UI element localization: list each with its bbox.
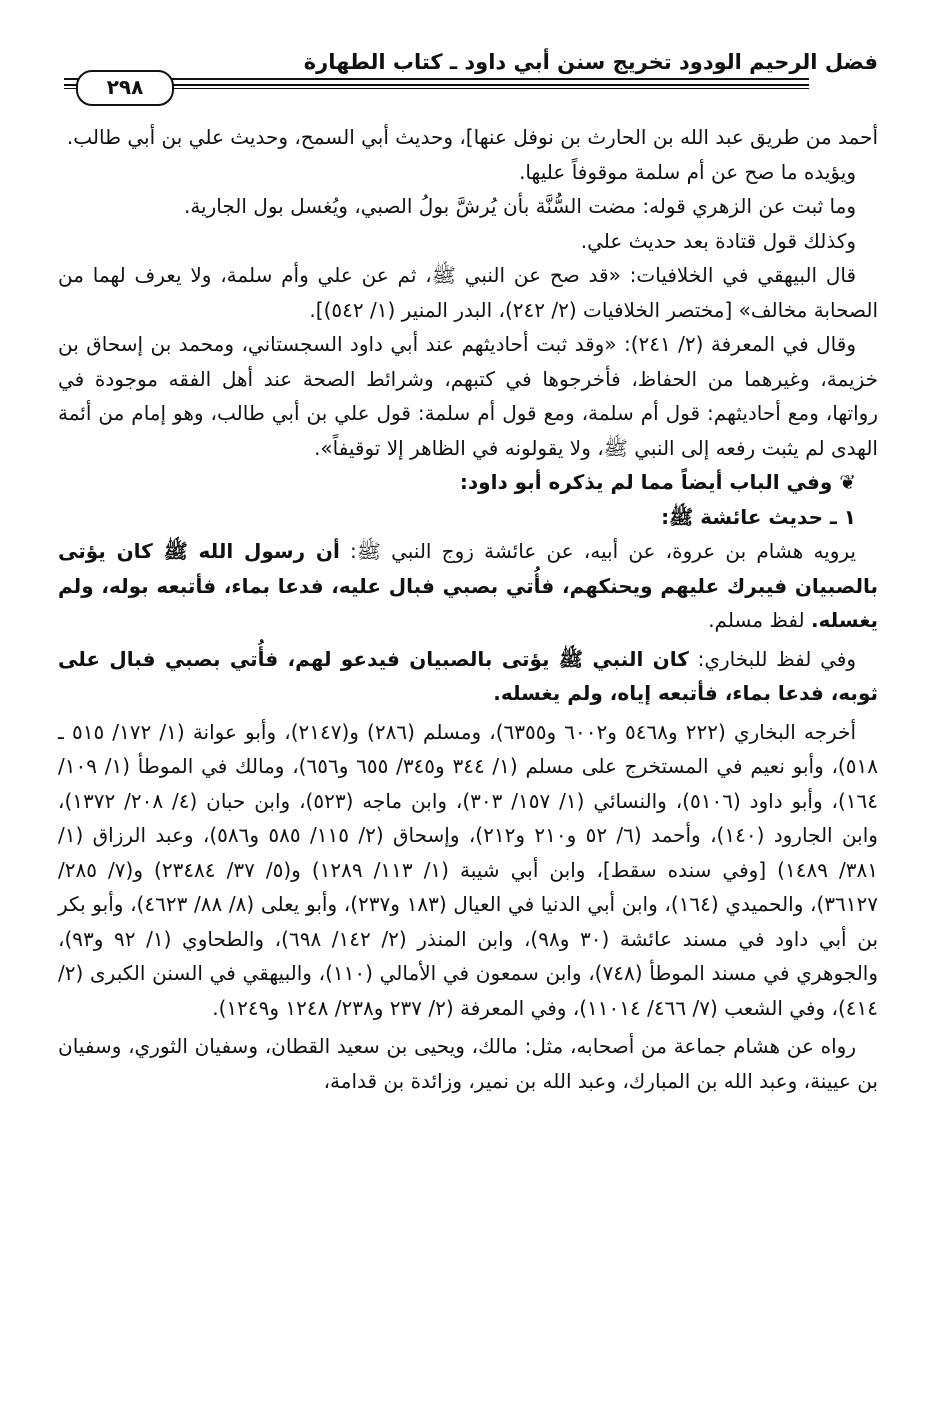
paragraph bbox=[58, 534, 878, 638]
paragraph bbox=[58, 258, 878, 327]
bold-text-segment: ❦ وفي الباب أيضاً مما لم يذكره أبو داود: bbox=[459, 470, 856, 494]
bold-text-segment: ١ ـ حديث عائشة ﷺ: bbox=[661, 504, 856, 529]
paragraph bbox=[58, 327, 878, 465]
running-title: فضل الرحيم الودود تخريج سنن أبي داود ـ كتاب الطهارة bbox=[303, 50, 878, 74]
body-text bbox=[58, 120, 878, 1098]
paragraph bbox=[58, 500, 878, 535]
paragraph bbox=[58, 120, 878, 155]
page-number: ٢٩٨ bbox=[76, 70, 174, 106]
text-segment: وقال في المعرفة (٢/ ٢٤١): «وقد ثبت أحاديثهم عند أبي داود السجستاني، ومحمد بن إسحاق بن خزيمة، وغيرهما من الحفاظ، فأخرجوها في كتبهم، وشرائط الصحة عند أهل الفقه موجودة في رواتها، ومع أحاديثهم: قول أم سلمة، ومع قول أم سلمة: قول علي بن أبي طالب، وهو إمام من أئمة الهدى لم يثبت رفعه إلى النبي ﷺ، ولا يقولونه في الظاهر إلا توقيفاً». bbox=[58, 332, 878, 460]
paragraph bbox=[58, 155, 878, 190]
text-segment: وفي لفظ للبخاري: bbox=[688, 646, 856, 671]
paragraph bbox=[58, 1029, 878, 1098]
text-segment: رواه عن هشام جماعة من أصحابه، مثل: مالك، ويحيى بن سعيد القطان، وسفيان الثوري، وسفيان بن عيينة، وعبد الله بن المبارك، وعبد الله بن نمير، وزائدة بن قدامة، bbox=[58, 1034, 878, 1093]
header-rule bbox=[64, 84, 809, 86]
text-segment: ويؤيده ما صح عن أم سلمة موقوفاً عليها. bbox=[519, 159, 856, 184]
header-rule bbox=[64, 78, 809, 80]
paragraph bbox=[58, 224, 878, 259]
header-rule bbox=[64, 88, 809, 89]
text-segment: أخرجه البخاري (٢٢٢ و٥٤٦٨ و٦٠٠٢ و٦٣٥٥)، ومسلم (٢٨٦) و(٢١٤٧)، وأبو عوانة (١/ ١٧٢/ ٥١٥ ـ ٥١٨)، وأبو نعيم في المستخرج على مسلم (١/ ٣٤٤ و٣٤٥/ ٦٥٥ و٦٥٦)، ومالك في الموطأ (١/ ١٠٩/ ١٦٤)، وأبو داود (٥١٠٦)، والنسائي (١/ ١٥٧/ ٣٠٣)، وابن ماجه (٥٢٣)، وابن حبان (٤/ ٢٠٨/ ١٣٧٢)، وابن الجارود (١٤٠)، وأحمد (٦/ ٥٢ و٢١٠ و٢١٢)، وإسحاق (٢/ ١١٥/ ٥٨٥ و٥٨٦)، وعبد الرزاق (١/ ٣٨١/ ١٤٨٩) [وفي سنده سقط]، وابن أبي شيبة (١/ ١١٣/ ١٢٨٩) و(٥/ ٣٧/ ٢٣٤٨٤) و(٧/ ٢٨٥/ ٣٦١٢٧)، والحميدي (١٦٤)، وابن أبي الدنيا في العيال (١٨٣ و٢٣٧)، وأبو يعلى (٨/ ٨٨/ ٤٦٢٣)، وأبو بكر بن أبي داود في مسند عائشة (٣٠ و٩٨)، وابن المنذر (٢/ ١٤٢/ ٦٩٨)، والطحاوي (١/ ٩٢ و٩٣)، والجوهري في مسند الموطأ (٧٤٨)، وابن سمعون في الأمالي (١١٠)، والبيهقي في السنن الكبرى (٢/ ٤١٤)، وفي الشعب (٧/ ٤٦٦/ ١١٠١٤)، وفي المعرفة (٢/ ٢٣٧ و٢٣٨/ ١٢٤٨ و١٢٤٩). bbox=[58, 719, 879, 1020]
paragraph bbox=[58, 642, 878, 711]
text-segment: يرويه هشام بن عروة، عن أبيه، عن عائشة زوج النبي ﷺ: bbox=[339, 539, 856, 563]
text-segment: لفظ مسلم. bbox=[708, 608, 811, 632]
bold-text-segment: أن رسول الله ﷺ كان يؤتى بالصبيان فيبرك عليهم ويحنكهم، فأُتي بصبي فبال عليه، فدعا بماء، فأتبعه بوله، ولم يغسله. bbox=[58, 539, 878, 632]
paragraph bbox=[58, 715, 878, 1026]
text-segment: قال البيهقي في الخلافيات: «قد صح عن النبي ﷺ، ثم عن علي وأم سلمة، ولا يعرف لهما من الصحابة مخالف» [مختصر الخلافيات (٢/ ٢٤٢)، البدر المنير (١/ ٥٤٢)]. bbox=[58, 263, 878, 322]
bold-text-segment: كان النبي ﷺ يؤتى بالصبيان فيدعو لهم، فأُتي بصبي فبال على ثوبه، فدعا بماء، فأتبعه إياه، ولم يغسله. bbox=[58, 646, 878, 705]
paragraph bbox=[58, 465, 878, 500]
text-segment: أحمد من طريق عبد الله بن الحارث بن نوفل عنها]، وحديث أبي السمح، وحديث علي بن أبي طالب. bbox=[66, 125, 878, 149]
text-segment: وكذلك قول قتادة بعد حديث علي. bbox=[580, 228, 856, 253]
paragraph bbox=[58, 189, 878, 224]
text-segment: وما ثبت عن الزهري قوله: مضت السُّنَّة بأن يُرشَّ بولُ الصبي، ويُغسل بول الجارية. bbox=[183, 194, 856, 218]
